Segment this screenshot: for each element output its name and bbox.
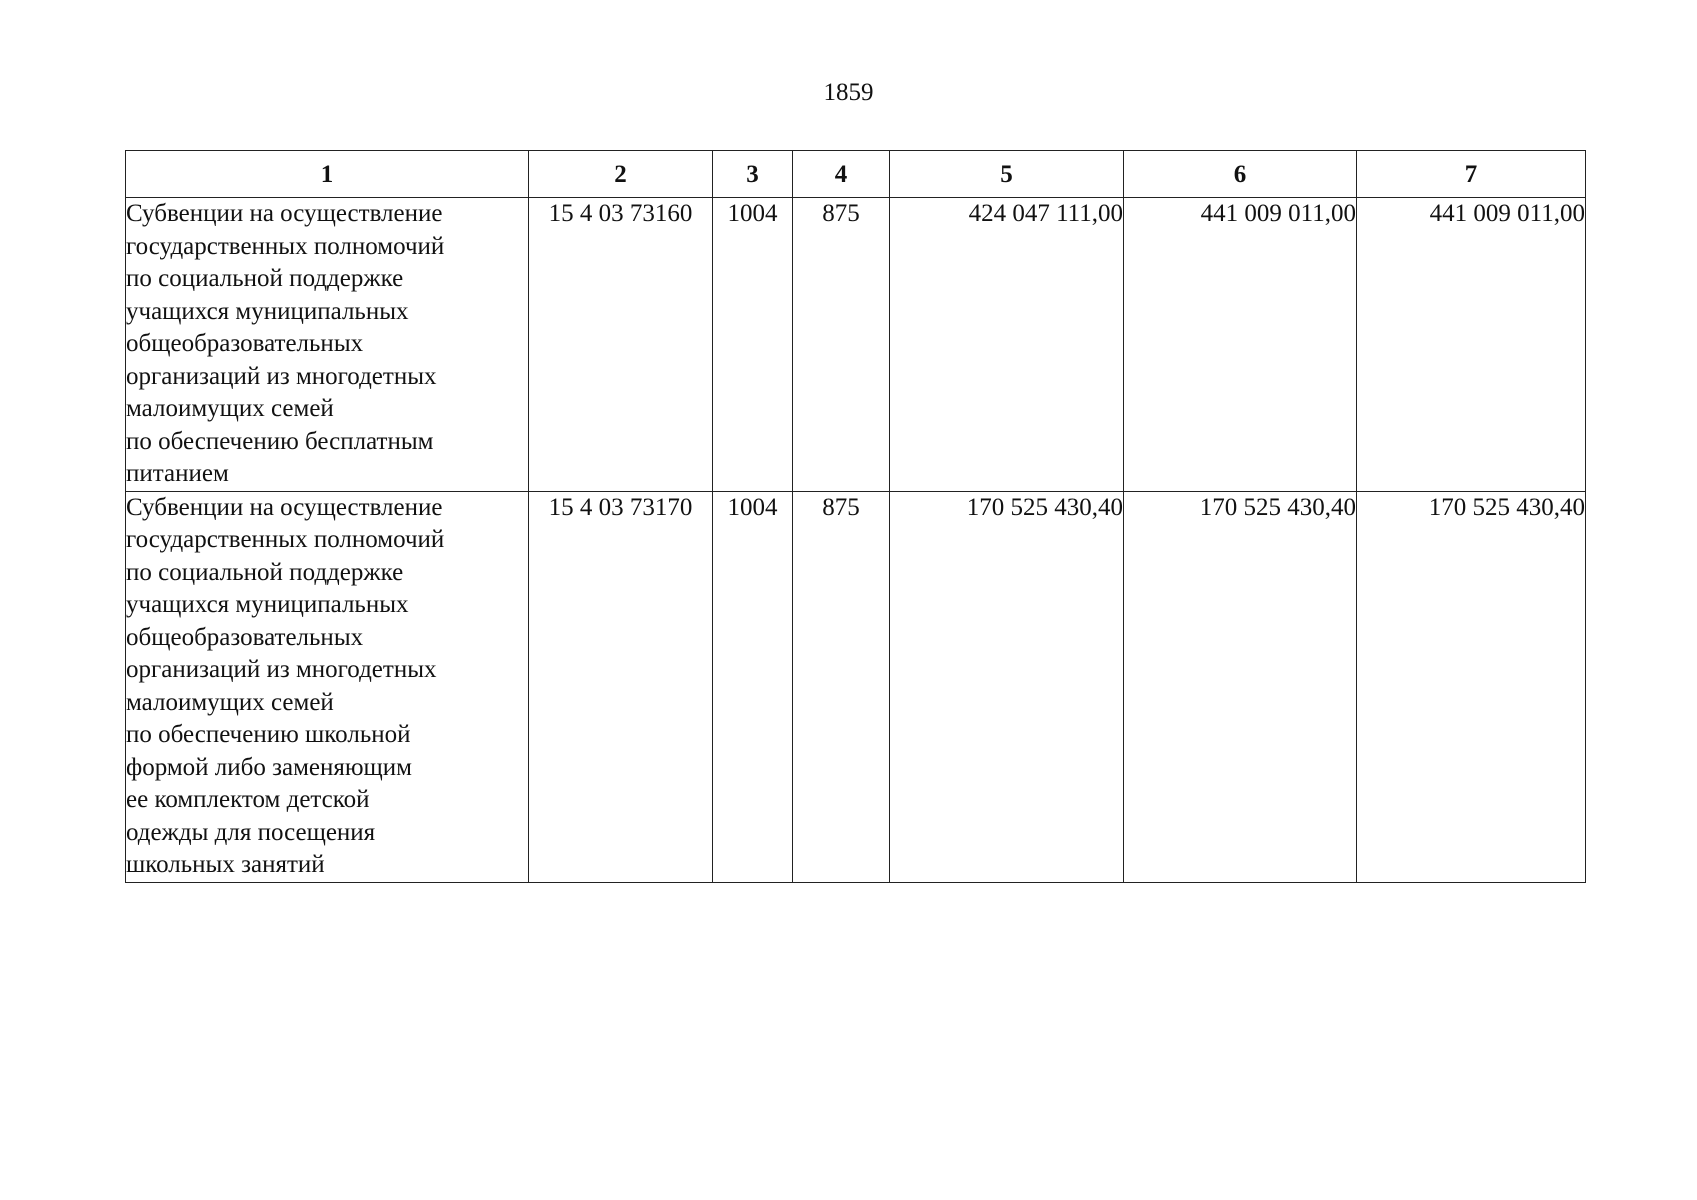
row-name-line: по социальной поддержке <box>126 558 404 586</box>
row-name-cell <box>126 198 529 492</box>
row-name-line: школьных занятий <box>126 851 325 878</box>
row-name-line: государственных полномочий <box>126 526 445 553</box>
row-amount-3-cell: 170 525 430,40 <box>1357 491 1586 882</box>
column-header-5: 5 <box>890 151 1124 198</box>
row-name-line: организаций из многодетных <box>126 362 437 390</box>
row-name-line: питанием <box>126 460 229 487</box>
row-name-line: ее комплектом детской <box>126 786 370 813</box>
row-name-line: малоимущих семей <box>126 395 334 422</box>
column-header-7: 7 <box>1357 151 1586 198</box>
column-header-6: 6 <box>1124 151 1357 198</box>
row-code-cell: 15 4 03 73160 <box>529 198 713 492</box>
row-name-line: по обеспечению бесплатным <box>126 427 434 455</box>
column-header-3: 3 <box>713 151 793 198</box>
row-name-line: формой либо заменяющим <box>126 753 412 781</box>
row-name-line: государственных полномочий <box>126 232 445 260</box>
row-name-line: по обеспечению школьной <box>126 721 411 748</box>
row-amount-2-cell: 170 525 430,40 <box>1124 491 1357 882</box>
row-amount-2-cell: 441 009 011,00 <box>1124 198 1357 492</box>
row-type-cell: 875 <box>793 491 890 882</box>
table-row <box>126 198 1586 492</box>
row-name-cell <box>126 491 529 882</box>
column-header-4: 4 <box>793 151 890 198</box>
row-amount-1-cell: 424 047 111,00 <box>890 198 1124 492</box>
row-name-line: Субвенции на осуществление <box>126 200 443 227</box>
row-name-line: малоимущих семей <box>126 688 334 716</box>
row-name-line: общеобразовательных <box>126 330 364 357</box>
budget-table <box>125 150 1586 883</box>
header-row <box>126 151 1586 198</box>
row-type-cell: 875 <box>793 198 890 492</box>
table-row <box>126 491 1586 882</box>
row-name-line: организаций из многодетных <box>126 656 437 683</box>
row-name-line: одежды для посещения <box>126 818 376 846</box>
row-amount-1-cell: 170 525 430,40 <box>890 491 1124 882</box>
row-name-line: по социальной поддержке <box>126 265 404 292</box>
row-name-line: общеобразовательных <box>126 623 364 651</box>
column-header-2: 2 <box>529 151 713 198</box>
row-name-line: Субвенции на осуществление <box>126 493 443 521</box>
row-section-cell: 1004 <box>713 491 793 882</box>
row-name-line: учащихся муниципальных <box>126 297 409 325</box>
row-amount-3-cell: 441 009 011,00 <box>1357 198 1586 492</box>
row-section-cell: 1004 <box>713 198 793 492</box>
row-code-cell: 15 4 03 73170 <box>529 491 713 882</box>
page-number: 1859 <box>823 79 874 106</box>
column-header-1: 1 <box>126 151 529 198</box>
row-name-line: учащихся муниципальных <box>126 591 409 618</box>
